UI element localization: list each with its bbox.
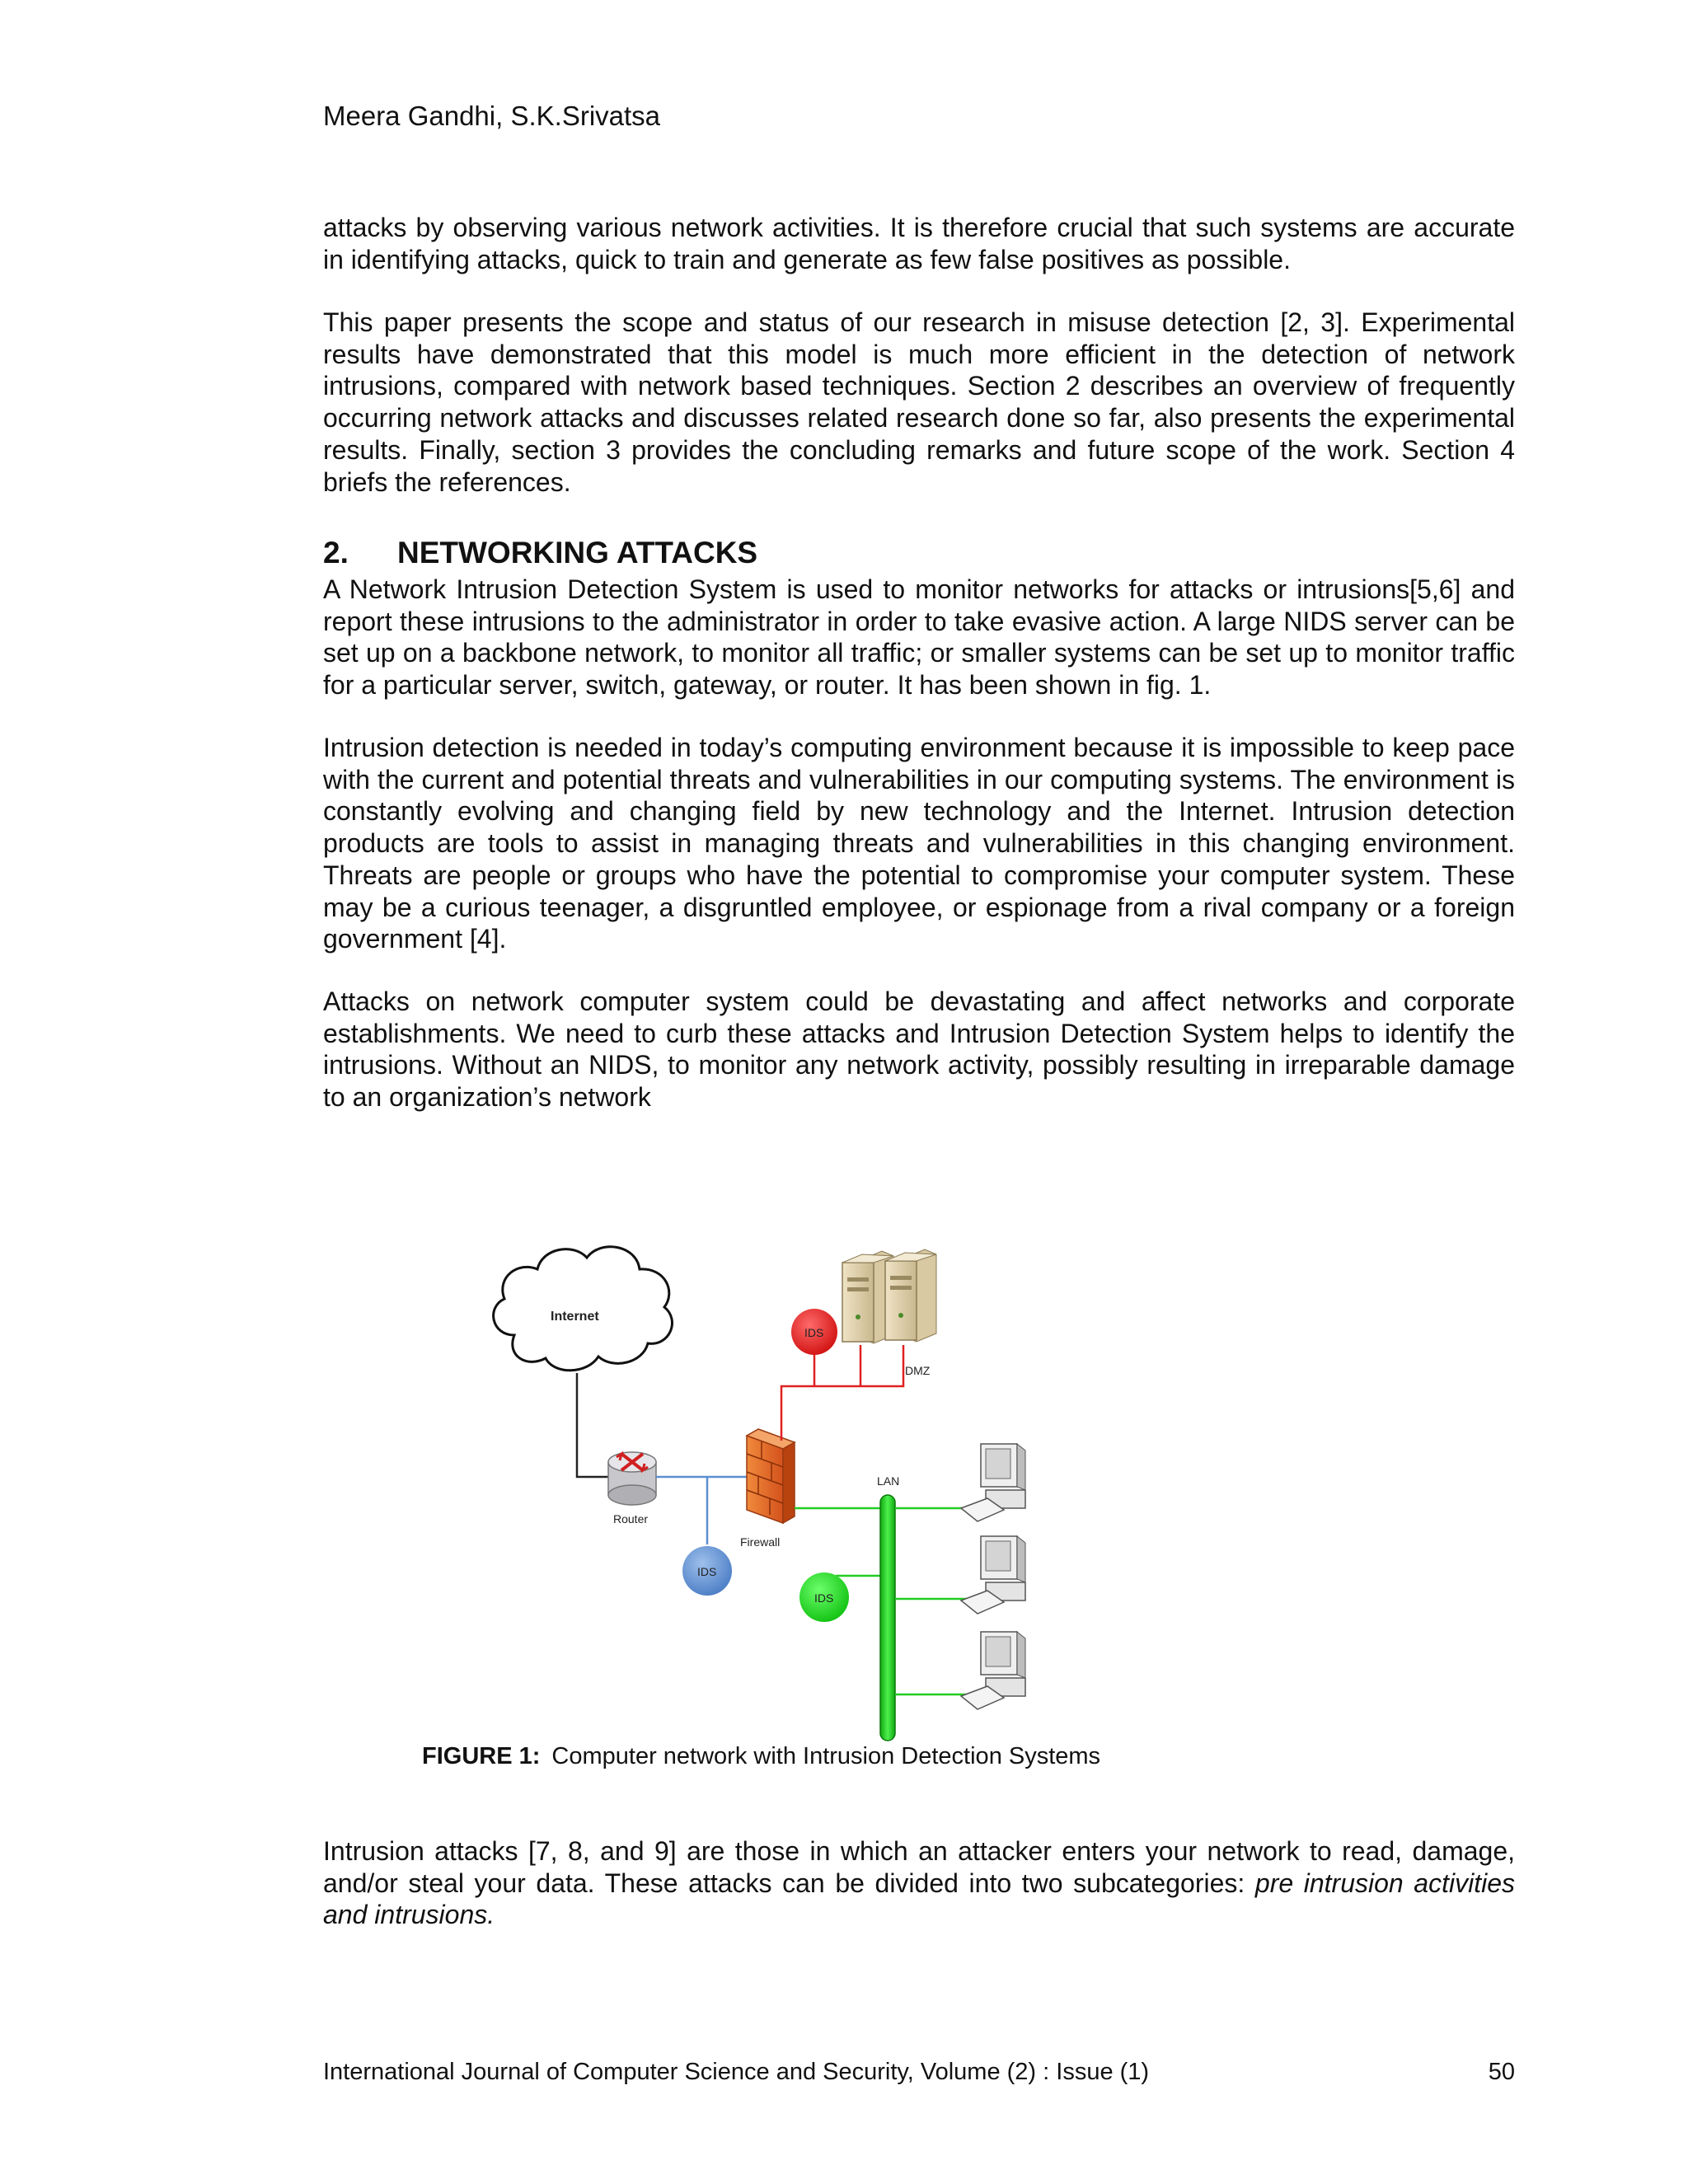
ids-green-label: IDS bbox=[814, 1591, 834, 1605]
running-head: Meera Gandhi, S.K.Srivatsa bbox=[323, 101, 661, 131]
paragraph bbox=[323, 732, 1515, 955]
paragraph-text bbox=[323, 1835, 1515, 1931]
ids-red-label: IDS bbox=[804, 1326, 824, 1339]
section-number: 2. bbox=[323, 536, 349, 569]
workstation-icon bbox=[961, 1444, 1025, 1521]
workstation-icon bbox=[961, 1632, 1025, 1709]
paragraph bbox=[323, 212, 1515, 275]
paragraph bbox=[323, 307, 1515, 498]
dmz-server-icon bbox=[885, 1249, 936, 1342]
workstation-icon bbox=[961, 1536, 1025, 1614]
firewall-label: Firewall bbox=[740, 1535, 781, 1549]
page-footer bbox=[323, 2057, 1515, 2087]
footer-journal: International Journal of Computer Science and Security, Volume (2) : Issue (1) bbox=[323, 2059, 1150, 2085]
firewall-icon bbox=[740, 1429, 795, 1549]
figure-caption-label: FIGURE 1: bbox=[422, 1743, 541, 1769]
page-number: 50 bbox=[1488, 2059, 1515, 2085]
paragraph bbox=[323, 1835, 1515, 1931]
lan-label: LAN bbox=[877, 1474, 900, 1488]
internet-label: Internet bbox=[551, 1310, 599, 1324]
paragraph bbox=[323, 986, 1515, 1113]
lan-backbone bbox=[877, 1474, 899, 1741]
ids-green-icon bbox=[799, 1572, 849, 1622]
dmz-label: DMZ bbox=[905, 1364, 931, 1377]
paragraph-text: A Network Intrusion Detection System is used to monitor networks for attacks or intrusions[5,6] and report these intrusions to the administrator in order to take evasive action. A large NIDS server can be set up on a backbone network, to monitor all traffic; or smaller systems can be set up to monitor traffic for a particular server, switch, gateway, or router. It has been shown in fig. 1. bbox=[323, 574, 1515, 701]
internet-router-link bbox=[577, 1373, 608, 1477]
internet-cloud-icon bbox=[494, 1247, 673, 1371]
paragraph-text: This paper presents the scope and status of our research in misuse detection [2, 3]. Experimental results have demonstrated that this model is much more efficient in the detection of network intrusions, compared with network based techniques. Section 2 describes an overview of frequently occurring network attacks and discusses related research done so far, also presents the experimental results. Finally, section 3 provides the concluding remarks and future scope of the work. Section 4 briefs the references. bbox=[323, 307, 1515, 497]
section-title: NETWORKING ATTACKS bbox=[397, 536, 758, 569]
network-figure bbox=[475, 1238, 1043, 1749]
paragraph-text: attacks by observing various network activities. It is therefore crucial that such systems are accurate in identifying attacks, quick to train and generate as few false positives as possible. bbox=[323, 213, 1515, 274]
paragraph-text-italic: pre intrusion activities and intrusions. bbox=[323, 1868, 1516, 1930]
section-heading bbox=[323, 535, 757, 571]
ids-red-icon bbox=[791, 1309, 837, 1355]
figure-caption bbox=[422, 1741, 1100, 1771]
router-icon bbox=[608, 1452, 656, 1526]
figure-caption-text: Computer network with Intrusion Detection Systems bbox=[551, 1743, 1101, 1769]
router-label: Router bbox=[613, 1512, 649, 1526]
paragraph-text: Attacks on network computer system could be devastating and affect networks and corporate establishments. We need to curb these attacks and Intrusion Detection System helps to identify the intrusions. Without an NIDS, to monitor any network activity, possibly resulting in irreparable damage to an organization’s network bbox=[323, 987, 1515, 1113]
network-diagram bbox=[475, 1238, 1043, 1749]
paragraph bbox=[323, 574, 1515, 701]
firewall-dmz-link bbox=[781, 1345, 903, 1441]
paragraph-text-start: Intrusion attacks [7, 8, and 9] are those in which an attacker enters your network to read, damage, and/or steal your data. These attacks can be divided into two subcategories: bbox=[323, 1836, 1515, 1898]
ids-blue-label: IDS bbox=[697, 1565, 717, 1578]
ids-blue-icon bbox=[682, 1546, 732, 1596]
paragraph-text: Intrusion detection is needed in today’s computing environment because it is impossible to keep pace with the current and potential threats and vulnerabilities in our computing systems. The environment is constantly evolving and changing field by new technology and the Internet. Intrusion detection products are tools to assist in managing threats and vulnerabilities in this changing environment. Threats are people or groups who have the potential to compromise your computer system. These may be a curious teenager, a disgruntled employee, or espionage from a rival company or a foreign government [4]. bbox=[323, 733, 1515, 954]
